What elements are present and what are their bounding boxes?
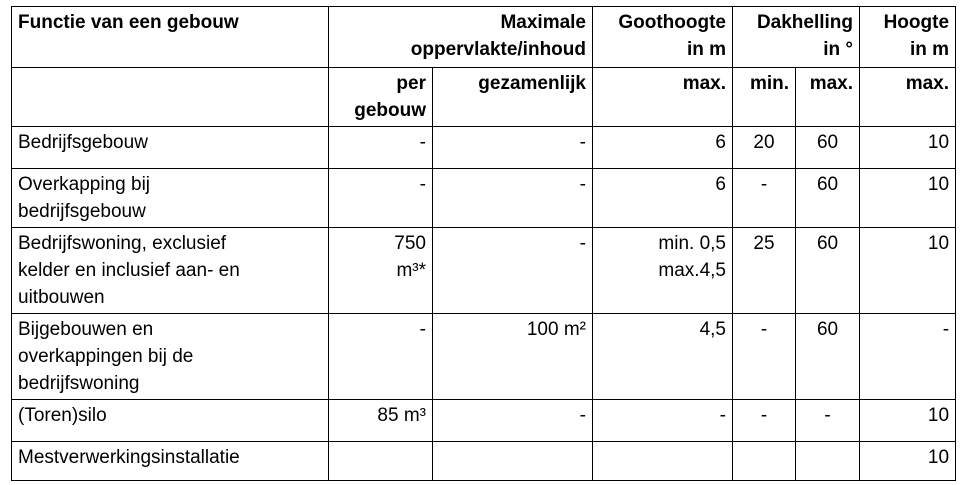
cell-gezamenlijk: [433, 442, 593, 481]
cell-goothoogte-line: max.4,5: [658, 260, 726, 281]
header-goothoogte: [593, 7, 733, 68]
header-maximale-line2: oppervlakte/inhoud: [410, 39, 586, 60]
table-row: [12, 314, 956, 400]
cell-functie-line: Mestverwerkingsinstallatie: [18, 447, 240, 468]
table-row: [12, 169, 956, 228]
cell-gezamenlijk: 100 m²: [433, 314, 593, 400]
subheader-per-line2: gebouw: [354, 100, 426, 121]
cell-dak-max: -: [796, 400, 860, 442]
subheader-per-gebouw: [329, 68, 433, 127]
header-functie: Functie van een gebouw: [12, 7, 329, 68]
cell-functie-line: Bedrijfsgebouw: [18, 132, 148, 153]
cell-dak-min: 20: [733, 127, 796, 169]
cell-dak-min: -: [733, 400, 796, 442]
table-row: [12, 442, 956, 481]
cell-per-gebouw: [329, 400, 433, 442]
header-dakhelling-line1: Dakhelling: [756, 12, 854, 33]
cell-per-gebouw-line: 85 m³: [377, 405, 426, 426]
cell-dak-max: 60: [796, 169, 860, 228]
cell-goothoogte: [593, 400, 733, 442]
header-maximale-line1: Maximale: [500, 12, 586, 33]
cell-gezamenlijk: -: [433, 127, 593, 169]
cell-dak-max: 60: [796, 228, 860, 314]
cell-gezamenlijk: -: [433, 228, 593, 314]
cell-functie-line: uitbouwen: [18, 287, 105, 308]
cell-per-gebouw-line: m³*: [396, 260, 426, 281]
cell-per-gebouw: [329, 127, 433, 169]
header-hoogte: [860, 7, 956, 68]
cell-functie-line: Overkapping bij: [18, 174, 151, 195]
subheader-dak-max: max.: [796, 68, 860, 127]
table-row: [12, 127, 956, 169]
cell-functie: [12, 228, 329, 314]
cell-hoogte: 10: [860, 442, 956, 481]
cell-goothoogte: [593, 169, 733, 228]
cell-hoogte: 10: [860, 169, 956, 228]
cell-hoogte: 10: [860, 127, 956, 169]
cell-per-gebouw-line: -: [419, 174, 426, 195]
cell-functie-line: bedrijfsgebouw: [18, 201, 146, 222]
table-row: [12, 228, 956, 314]
cell-functie: [12, 127, 329, 169]
cell-dak-min: [733, 442, 796, 481]
subheader-row: [12, 68, 956, 127]
header-row: [12, 7, 956, 68]
cell-goothoogte: [593, 228, 733, 314]
cell-goothoogte-line: min. 0,5: [658, 233, 726, 254]
subheader-gezamenlijk: gezamenlijk: [433, 68, 593, 127]
cell-goothoogte-line: 4,5: [699, 319, 726, 340]
cell-dak-max: [796, 442, 860, 481]
cell-functie: [12, 314, 329, 400]
cell-gezamenlijk: -: [433, 400, 593, 442]
cell-per-gebouw: [329, 169, 433, 228]
cell-goothoogte-line: 6: [715, 132, 726, 153]
cell-functie-line: (Toren)silo: [18, 405, 107, 426]
header-hoogte-line2: in m: [909, 39, 950, 60]
building-function-table: [11, 6, 956, 481]
cell-gezamenlijk: -: [433, 169, 593, 228]
cell-functie: [12, 442, 329, 481]
table-row: [12, 400, 956, 442]
cell-dak-max: 60: [796, 127, 860, 169]
cell-hoogte: -: [860, 314, 956, 400]
cell-functie-line: Bijgebouwen en: [18, 319, 154, 340]
header-goothoogte-line1: Goothoogte: [618, 12, 726, 33]
cell-functie: [12, 169, 329, 228]
subheader-goot-max: max.: [593, 68, 733, 127]
cell-per-gebouw: [329, 228, 433, 314]
cell-goothoogte: [593, 442, 733, 481]
subheader-per-line1: per: [396, 73, 426, 94]
header-dakhelling-line2: in °: [823, 39, 854, 60]
cell-per-gebouw-line: -: [419, 319, 426, 340]
header-dakhelling: [733, 7, 860, 68]
subheader-dak-min: min.: [733, 68, 796, 127]
cell-per-gebouw-line: -: [419, 132, 426, 153]
cell-dak-max: 60: [796, 314, 860, 400]
cell-hoogte: 10: [860, 400, 956, 442]
header-maximale: [329, 7, 593, 68]
header-goothoogte-line2: in m: [686, 39, 726, 60]
cell-goothoogte-line: 6: [715, 174, 726, 195]
cell-functie: [12, 400, 329, 442]
cell-functie-line: bedrijfswoning: [18, 373, 140, 394]
cell-per-gebouw: [329, 442, 433, 481]
cell-goothoogte: [593, 314, 733, 400]
subheader-hoogte-max: max.: [860, 68, 956, 127]
cell-functie-line: overkappingen bij de: [18, 346, 194, 367]
cell-functie-line: Bedrijfswoning, exclusief: [18, 233, 227, 254]
cell-goothoogte: [593, 127, 733, 169]
cell-dak-min: 25: [733, 228, 796, 314]
header-hoogte-line1: Hoogte: [883, 12, 950, 33]
cell-functie-line: kelder en inclusief aan- en: [18, 260, 240, 281]
cell-hoogte: 10: [860, 228, 956, 314]
cell-per-gebouw: [329, 314, 433, 400]
cell-dak-min: -: [733, 314, 796, 400]
cell-per-gebouw-line: 750: [394, 233, 426, 254]
cell-goothoogte-line: -: [719, 405, 726, 426]
cell-dak-min: -: [733, 169, 796, 228]
subheader-empty: [12, 68, 329, 127]
